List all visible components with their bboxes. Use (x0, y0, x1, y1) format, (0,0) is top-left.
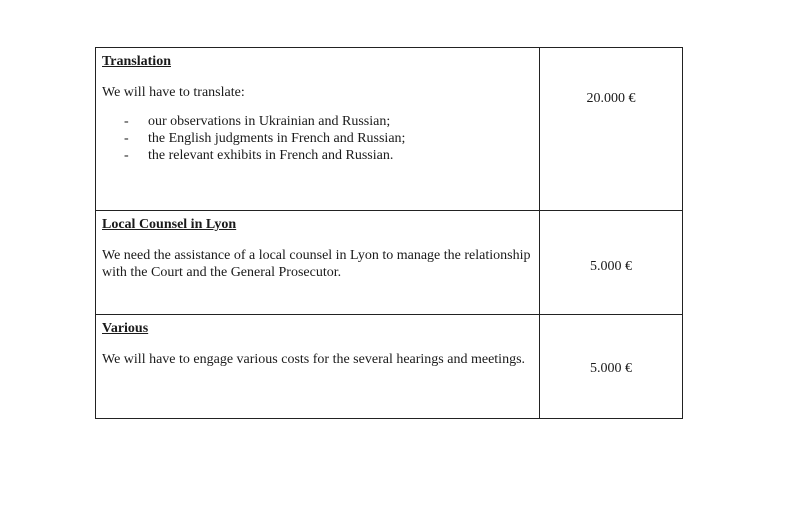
section-text: We need the assistance of a local counsel in Lyon to manage the relationship with the Court and the General Prosecutor. (102, 248, 531, 280)
list-item-text: the relevant exhibits in French and Russian. (148, 148, 394, 163)
dash-marker: - (124, 114, 129, 129)
list-item (102, 130, 533, 147)
list-item-text: our observations in Ukrainian and Russian; (148, 114, 391, 129)
cost-table (95, 47, 683, 419)
amount-cell (540, 211, 683, 315)
bullet-list (102, 113, 533, 164)
list-item (102, 147, 533, 164)
list-item-text: the English judgments in French and Russian; (148, 131, 406, 146)
section-heading: Translation (102, 54, 171, 69)
section-heading: Various (102, 321, 149, 336)
dash-marker: - (124, 148, 129, 163)
table-row-translation (96, 48, 683, 211)
description-cell (96, 315, 540, 419)
description-cell (96, 48, 540, 211)
amount-value: 20.000 € (586, 91, 636, 106)
amount-value: 5.000 € (590, 360, 632, 376)
amount-cell (540, 315, 683, 419)
dash-marker: - (124, 131, 129, 146)
description-cell (96, 211, 540, 315)
section-text: We will have to engage various costs for the several hearings and meetings. (102, 352, 526, 367)
section-text: We will have to translate: (102, 85, 245, 100)
amount-cell (540, 48, 683, 211)
table-row-local-counsel (96, 211, 683, 315)
amount-value: 5.000 € (590, 258, 632, 274)
list-item (102, 113, 533, 130)
table-row-various (96, 315, 683, 419)
section-heading: Local Counsel in Lyon (102, 217, 237, 232)
